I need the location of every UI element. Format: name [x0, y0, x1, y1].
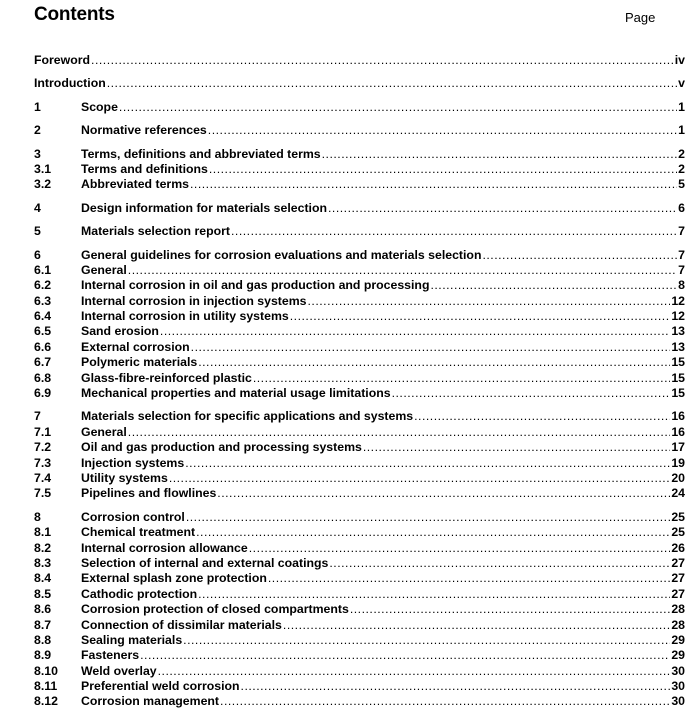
dot-leader [128, 263, 677, 278]
toc-entry-title[interactable]: Pipelines and flowlines [81, 486, 217, 501]
toc-entry-page[interactable]: 27 [671, 555, 685, 570]
page-title: Contents [34, 4, 115, 25]
toc-entry-number: 4 [34, 200, 41, 215]
toc-entry-number: 8.9 [34, 648, 52, 663]
toc-entry-title[interactable]: Internal corrosion in oil and gas production and processing [81, 278, 430, 293]
dot-leader [198, 587, 670, 602]
toc-entry-page[interactable]: 27 [671, 571, 685, 586]
dot-leader [160, 324, 670, 339]
toc-entry-title[interactable]: Internal corrosion allowance [81, 540, 248, 555]
toc-entry-page[interactable]: 28 [671, 617, 685, 632]
toc-entry-title[interactable]: Foreword [34, 53, 91, 67]
dot-leader [392, 386, 671, 401]
toc-entry-page[interactable]: 24 [671, 486, 685, 501]
toc-entry[interactable] [34, 53, 685, 68]
toc-entry-page[interactable]: 1 [678, 99, 685, 114]
toc-entry-page[interactable]: 6 [678, 200, 685, 215]
toc-entry-title[interactable]: Mechanical properties and material usage limitations [81, 386, 391, 401]
toc-entry[interactable] [34, 510, 685, 525]
dot-leader [183, 633, 670, 648]
toc-entry-page[interactable]: 17 [671, 440, 685, 455]
toc-entry-number: 6.3 [34, 293, 52, 308]
dot-leader [158, 664, 671, 679]
toc-entry-page[interactable]: 25 [671, 509, 685, 524]
dot-leader [217, 486, 670, 501]
toc-entry-title[interactable]: Materials selection for specific applications and systems [81, 409, 414, 424]
toc-entry-number: 1 [34, 99, 41, 114]
toc-entry-title[interactable]: Terms and definitions [81, 161, 208, 176]
toc-entry-number: 8.6 [34, 602, 52, 617]
dot-leader [231, 224, 677, 239]
toc-entry[interactable] [34, 486, 685, 501]
dot-leader [329, 556, 670, 571]
toc-entry-title[interactable]: General [81, 262, 127, 277]
toc-entry[interactable] [34, 618, 685, 633]
dot-leader [308, 294, 671, 309]
toc-entry[interactable] [34, 100, 685, 115]
dot-leader [196, 525, 670, 540]
toc-entry[interactable] [34, 340, 685, 355]
toc-entry-number: 3.1 [34, 161, 52, 176]
toc-entry-number: 8.12 [34, 694, 58, 709]
dot-leader [290, 309, 671, 324]
page-column-label: Page [625, 10, 656, 25]
table-of-contents [34, 53, 685, 710]
toc-entry-number: 7 [34, 409, 41, 424]
toc-entry-page[interactable]: 15 [671, 355, 685, 370]
toc-entry[interactable] [34, 263, 685, 278]
toc-entry[interactable] [34, 201, 685, 216]
toc-entry-title[interactable]: Corrosion management [81, 694, 220, 709]
toc-entry-page[interactable]: 29 [671, 648, 685, 663]
toc-entry-title[interactable]: Preferential weld corrosion [81, 679, 240, 694]
toc-entry-title[interactable]: Internal corrosion in utility systems [81, 309, 289, 324]
dot-leader [268, 571, 670, 586]
toc-entry[interactable] [34, 471, 685, 486]
dot-leader [198, 355, 670, 370]
dot-leader [283, 618, 670, 633]
toc-entry[interactable] [34, 425, 685, 440]
toc-entry[interactable] [34, 587, 685, 602]
dot-leader [185, 456, 670, 471]
toc-entry-title[interactable]: Oil and gas production and processing systems [81, 440, 362, 455]
toc-entry[interactable] [34, 664, 685, 679]
toc-entry-page[interactable]: v [678, 76, 685, 91]
toc-entry-page[interactable]: 16 [671, 409, 685, 424]
toc-entry[interactable] [34, 147, 685, 162]
toc-entry-page[interactable]: 12 [671, 309, 685, 324]
toc-entry-number: 8.7 [34, 617, 52, 632]
toc-entry-title[interactable]: Chemical treatment [81, 525, 196, 540]
toc-entry[interactable] [34, 76, 685, 91]
toc-entry-title[interactable]: Sealing materials [81, 632, 183, 647]
toc-entry[interactable] [34, 525, 685, 540]
dot-leader [363, 440, 670, 455]
toc-entry-title[interactable]: Introduction [34, 76, 106, 91]
toc-entry-number: 3 [34, 146, 41, 161]
dot-leader [91, 53, 674, 68]
dot-leader [430, 278, 677, 293]
toc-entry-title[interactable]: Abbreviated terms [81, 177, 189, 192]
toc-entry-number: 7.2 [34, 440, 52, 455]
toc-entry-page[interactable]: iv [674, 53, 685, 67]
toc-entry-page[interactable]: 25 [671, 525, 685, 540]
toc-entry-title[interactable]: Utility systems [81, 470, 168, 485]
toc-entry-title[interactable]: External corrosion [81, 339, 190, 354]
toc-entry-title[interactable]: Weld overlay [81, 663, 157, 678]
toc-entry-number: 8.10 [34, 663, 58, 678]
toc-entry-number: 2 [34, 123, 41, 138]
toc-entry[interactable] [34, 177, 685, 192]
dot-leader [191, 340, 671, 355]
toc-entry-page[interactable]: 26 [671, 540, 685, 555]
toc-entry-page[interactable]: 30 [671, 679, 685, 694]
toc-entry-title[interactable]: Sand erosion [81, 324, 159, 339]
dot-leader [322, 147, 678, 162]
dot-leader [241, 679, 671, 694]
toc-entry-title[interactable]: Injection systems [81, 455, 185, 470]
dot-leader [328, 201, 677, 216]
toc-entry[interactable] [34, 440, 685, 455]
toc-entry-title[interactable]: General guidelines for corrosion evaluations and materials selection [81, 247, 482, 262]
toc-entry[interactable] [34, 309, 685, 324]
toc-entry-page[interactable]: 8 [678, 278, 685, 293]
toc-entry-page[interactable]: 1 [678, 123, 685, 138]
dot-leader [253, 371, 670, 386]
toc-entry-number: 6 [34, 247, 41, 262]
dot-leader [208, 123, 677, 138]
toc-entry-number: 8.1 [34, 525, 52, 540]
toc-entry-number: 8 [34, 509, 41, 524]
toc-entry[interactable] [34, 602, 685, 617]
toc-entry-title[interactable]: Scope [81, 99, 118, 114]
dot-leader [140, 648, 670, 663]
toc-entry-page[interactable]: 7 [678, 262, 685, 277]
toc-entry[interactable] [34, 409, 685, 424]
toc-entry-number: 8.8 [34, 632, 52, 647]
toc-entry[interactable] [34, 371, 685, 386]
toc-entry[interactable] [34, 162, 685, 177]
toc-entry[interactable] [34, 278, 685, 293]
toc-entry-title[interactable]: Polymeric materials [81, 355, 198, 370]
dot-leader [107, 76, 677, 91]
dot-leader [128, 425, 671, 440]
toc-entry-page[interactable]: 13 [671, 339, 685, 354]
toc-entry[interactable] [34, 386, 685, 401]
toc-entry-page[interactable]: 30 [671, 694, 685, 709]
toc-entry-title[interactable]: Glass-fibre-reinforced plastic [81, 370, 252, 385]
toc-entry-title[interactable]: Connection of dissimilar materials [81, 617, 282, 632]
toc-entry[interactable] [34, 456, 685, 471]
toc-entry-number: 6.1 [34, 262, 52, 277]
dot-leader [220, 694, 670, 709]
toc-entry-page[interactable]: 16 [671, 424, 685, 439]
toc-entry[interactable] [34, 324, 685, 339]
toc-entry-page[interactable]: 7 [678, 247, 685, 262]
toc-entry-page[interactable]: 15 [671, 370, 685, 385]
toc-entry-title[interactable]: Terms, definitions and abbreviated terms [81, 146, 321, 161]
toc-entry-page[interactable]: 27 [671, 586, 685, 601]
toc-entry[interactable] [34, 294, 685, 309]
toc-entry-page[interactable]: 15 [671, 386, 685, 401]
toc-entry-page[interactable]: 2 [678, 146, 685, 161]
toc-entry-number: 7.3 [34, 455, 52, 470]
toc-entry-number: 8.5 [34, 586, 52, 601]
toc-entry-page[interactable]: 30 [671, 663, 685, 678]
toc-entry-number: 7.4 [34, 470, 52, 485]
toc-entry[interactable] [34, 556, 685, 571]
toc-entry-title[interactable]: Corrosion protection of closed compartments [81, 602, 349, 617]
toc-entry-page[interactable]: 7 [678, 224, 685, 239]
toc-entry[interactable] [34, 224, 685, 239]
toc-entry-number: 7.5 [34, 486, 52, 501]
toc-entry[interactable] [34, 679, 685, 694]
toc-entry-title[interactable]: Internal corrosion in injection systems [81, 293, 307, 308]
dot-leader [169, 471, 671, 486]
toc-entry-title[interactable]: Design information for materials selection [81, 200, 327, 215]
dot-leader [249, 541, 671, 556]
toc-entry[interactable] [34, 541, 685, 556]
toc-entry-page[interactable]: 5 [678, 177, 685, 192]
toc-entry[interactable] [34, 123, 685, 138]
toc-entry-number: 8.11 [34, 679, 58, 694]
toc-entry[interactable] [34, 248, 685, 263]
dot-leader [414, 409, 670, 424]
toc-entry-title[interactable]: Cathodic protection [81, 586, 198, 601]
toc-entry-number: 3.2 [34, 177, 52, 192]
dot-leader [186, 510, 670, 525]
toc-entry-title[interactable]: Normative references [81, 123, 207, 138]
toc-entry-number: 8.2 [34, 540, 52, 555]
toc-entry-title[interactable]: Corrosion control [81, 509, 185, 524]
toc-entry-title[interactable]: Fasteners [81, 648, 140, 663]
toc-entry-number: 6.7 [34, 355, 52, 370]
toc-entry-page[interactable]: 2 [678, 161, 685, 176]
toc-entry[interactable] [34, 694, 685, 709]
toc-entry-number: 6.4 [34, 309, 52, 324]
toc-entry-title[interactable]: External splash zone protection [81, 571, 267, 586]
toc-entry-number: 6.6 [34, 339, 52, 354]
toc-entry[interactable] [34, 633, 685, 648]
toc-entry-page[interactable]: 28 [671, 602, 685, 617]
dot-leader [482, 248, 677, 263]
toc-entry-number: 6.5 [34, 324, 52, 339]
toc-entry-number: 8.4 [34, 571, 52, 586]
toc-entry-number: 6.8 [34, 370, 52, 385]
toc-entry[interactable] [34, 571, 685, 586]
toc-entry-page[interactable]: 19 [671, 455, 685, 470]
toc-entry-page[interactable]: 12 [671, 293, 685, 308]
toc-entry-number: 8.3 [34, 555, 52, 570]
toc-entry[interactable] [34, 355, 685, 370]
toc-entry-title[interactable]: General [81, 424, 127, 439]
dot-leader [350, 602, 670, 617]
toc-entry-number: 6.9 [34, 386, 52, 401]
dot-leader [119, 100, 677, 115]
toc-entry-number: 5 [34, 224, 41, 239]
toc-entry-number: 6.2 [34, 278, 52, 293]
toc-entry-page[interactable]: 29 [671, 632, 685, 647]
toc-entry-number: 7.1 [34, 424, 52, 439]
toc-entry[interactable] [34, 648, 685, 663]
dot-leader [190, 177, 677, 192]
toc-entry-title[interactable]: Selection of internal and external coatings [81, 555, 329, 570]
toc-entry-title[interactable]: Materials selection report [81, 224, 230, 239]
toc-entry-page[interactable]: 20 [671, 470, 685, 485]
dot-leader [209, 162, 677, 177]
toc-entry-page[interactable]: 13 [671, 324, 685, 339]
